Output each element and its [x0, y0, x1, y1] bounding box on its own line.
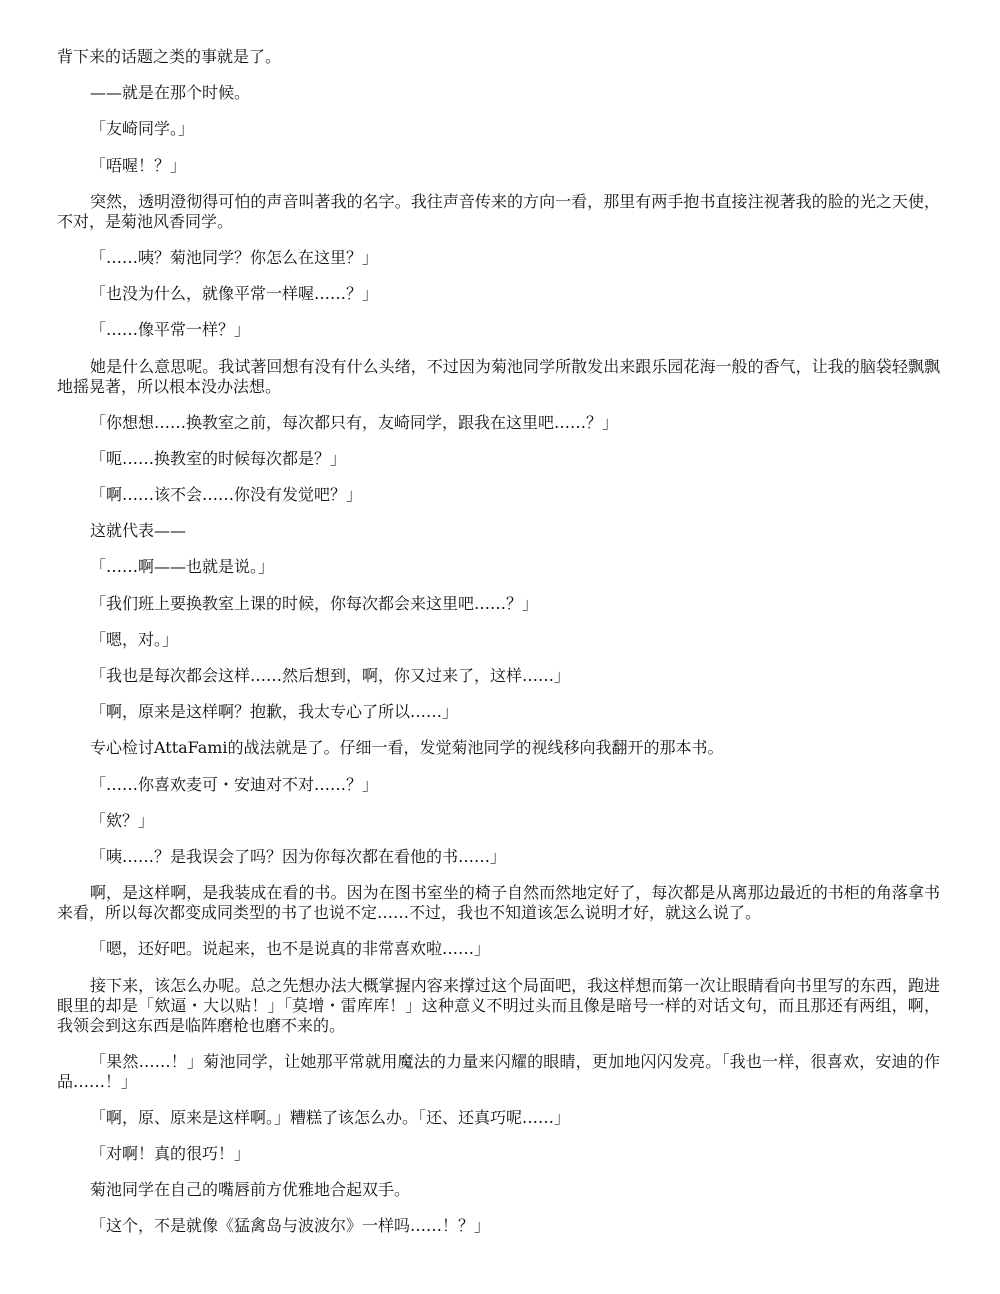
paragraph: 专心检讨AttaFami的战法就是了。仔细一看，发觉菊池同学的视线移向我翻开的那本书。	[90, 738, 724, 758]
dialogue-line: 「呃……换教室的时候每次都是？」	[90, 448, 347, 468]
dialogue-line: 「……你喜欢麦可・安迪对不对……？」	[90, 774, 379, 794]
dialogue-line: 「欸？」	[90, 810, 155, 830]
dialogue-line: 「嗯，对。」	[90, 629, 179, 649]
dialogue-line: 「我也是每次都会这样……然后想到，啊，你又过来了，这样……」	[90, 666, 571, 685]
dialogue-line: 「……像平常一样？」	[90, 320, 251, 340]
paragraph: 这就代表——	[90, 521, 187, 541]
paragraph: 啊，是这样啊，是我装成在看的书。因为在图书室坐的椅子自然而然地定好了，每次都是从离那边最近的书柜的角落拿书来看，所以每次都变成同类型的书了也说不定……不过，我也不知道该怎么说明才好，就这么说了。	[57, 883, 940, 923]
paragraph: 菊池同学在自己的嘴唇前方优雅地合起双手。	[90, 1180, 411, 1200]
dialogue-line: 「啊，原、原来是这样啊。」糟糕了该怎么办。「还、还真巧呢……」	[90, 1107, 571, 1127]
dialogue-line: 「唔喔！？」	[90, 155, 187, 175]
paragraph: 她是什么意思呢。我试著回想有没有什么头绪，不过因为菊池同学所散发出来跟乐园花海一般的香气，让我的脑袋轻飘飘地摇晃著，所以根本没办法想。	[57, 356, 940, 396]
dialogue-line: 「我们班上要换教室上课的时候，你每次都会来这里吧……？」	[90, 593, 539, 613]
dialogue-line: 「对啊！真的很巧！」	[90, 1144, 251, 1164]
dialogue-line: 「也没为什么，就像平常一样喔……？」	[90, 284, 379, 304]
paragraph: 突然，透明澄彻得可怕的声音叫著我的名字。我往声音传来的方向一看，那里有两手抱书直接注视著我的脸的光之天使，不对，是菊池风香同学。	[57, 191, 940, 231]
dialogue-line: 「……咦？菊池同学？你怎么在这里？」	[90, 247, 379, 267]
dialogue-line: 「你想想……换教室之前，每次都只有，友崎同学，跟我在这里吧……？」	[90, 412, 619, 432]
dialogue-line: 「啊……该不会……你没有发觉吧？」	[90, 485, 363, 505]
dialogue-line: 「嗯，还好吧。说起来，也不是说真的非常喜欢啦……」	[90, 939, 491, 959]
dialogue-line: 「这个，不是就像《猛禽岛与波波尔》一样吗……！？」	[90, 1216, 491, 1236]
dialogue-line: 「果然……！」菊池同学，让她那平常就用魔法的力量来闪耀的眼睛，更加地闪闪发亮。「我也一样，很喜欢，安迪的作品……！」	[57, 1051, 940, 1091]
dialogue-line: 「啊，原来是这样啊？抱歉，我太专心了所以……」	[90, 702, 459, 722]
dialogue-line: 「咦……？是我误会了吗？因为你每次都在看他的书……」	[90, 846, 507, 866]
dialogue-line: 「……啊——也就是说。」	[90, 557, 275, 577]
paragraph: 接下来，该怎么办呢。总之先想办法大概掌握内容来撑过这个局面吧，我这样想而第一次让眼睛看向书里写的东西，跑进眼里的却是「欸逼・大以贴！」「莫增・雷库库！」这种意义不明过头而且像是暗号一样的对话文句，而且那还有两组，啊，我领会到这东西是临阵磨枪也磨不来的。	[57, 975, 940, 1035]
dialogue-line: 「友崎同学。」	[90, 119, 195, 139]
paragraph: 背下来的话题之类的事就是了。	[57, 47, 282, 66]
paragraph: ——就是在那个时候。	[90, 83, 251, 103]
document-page	[57, 47, 940, 1253]
